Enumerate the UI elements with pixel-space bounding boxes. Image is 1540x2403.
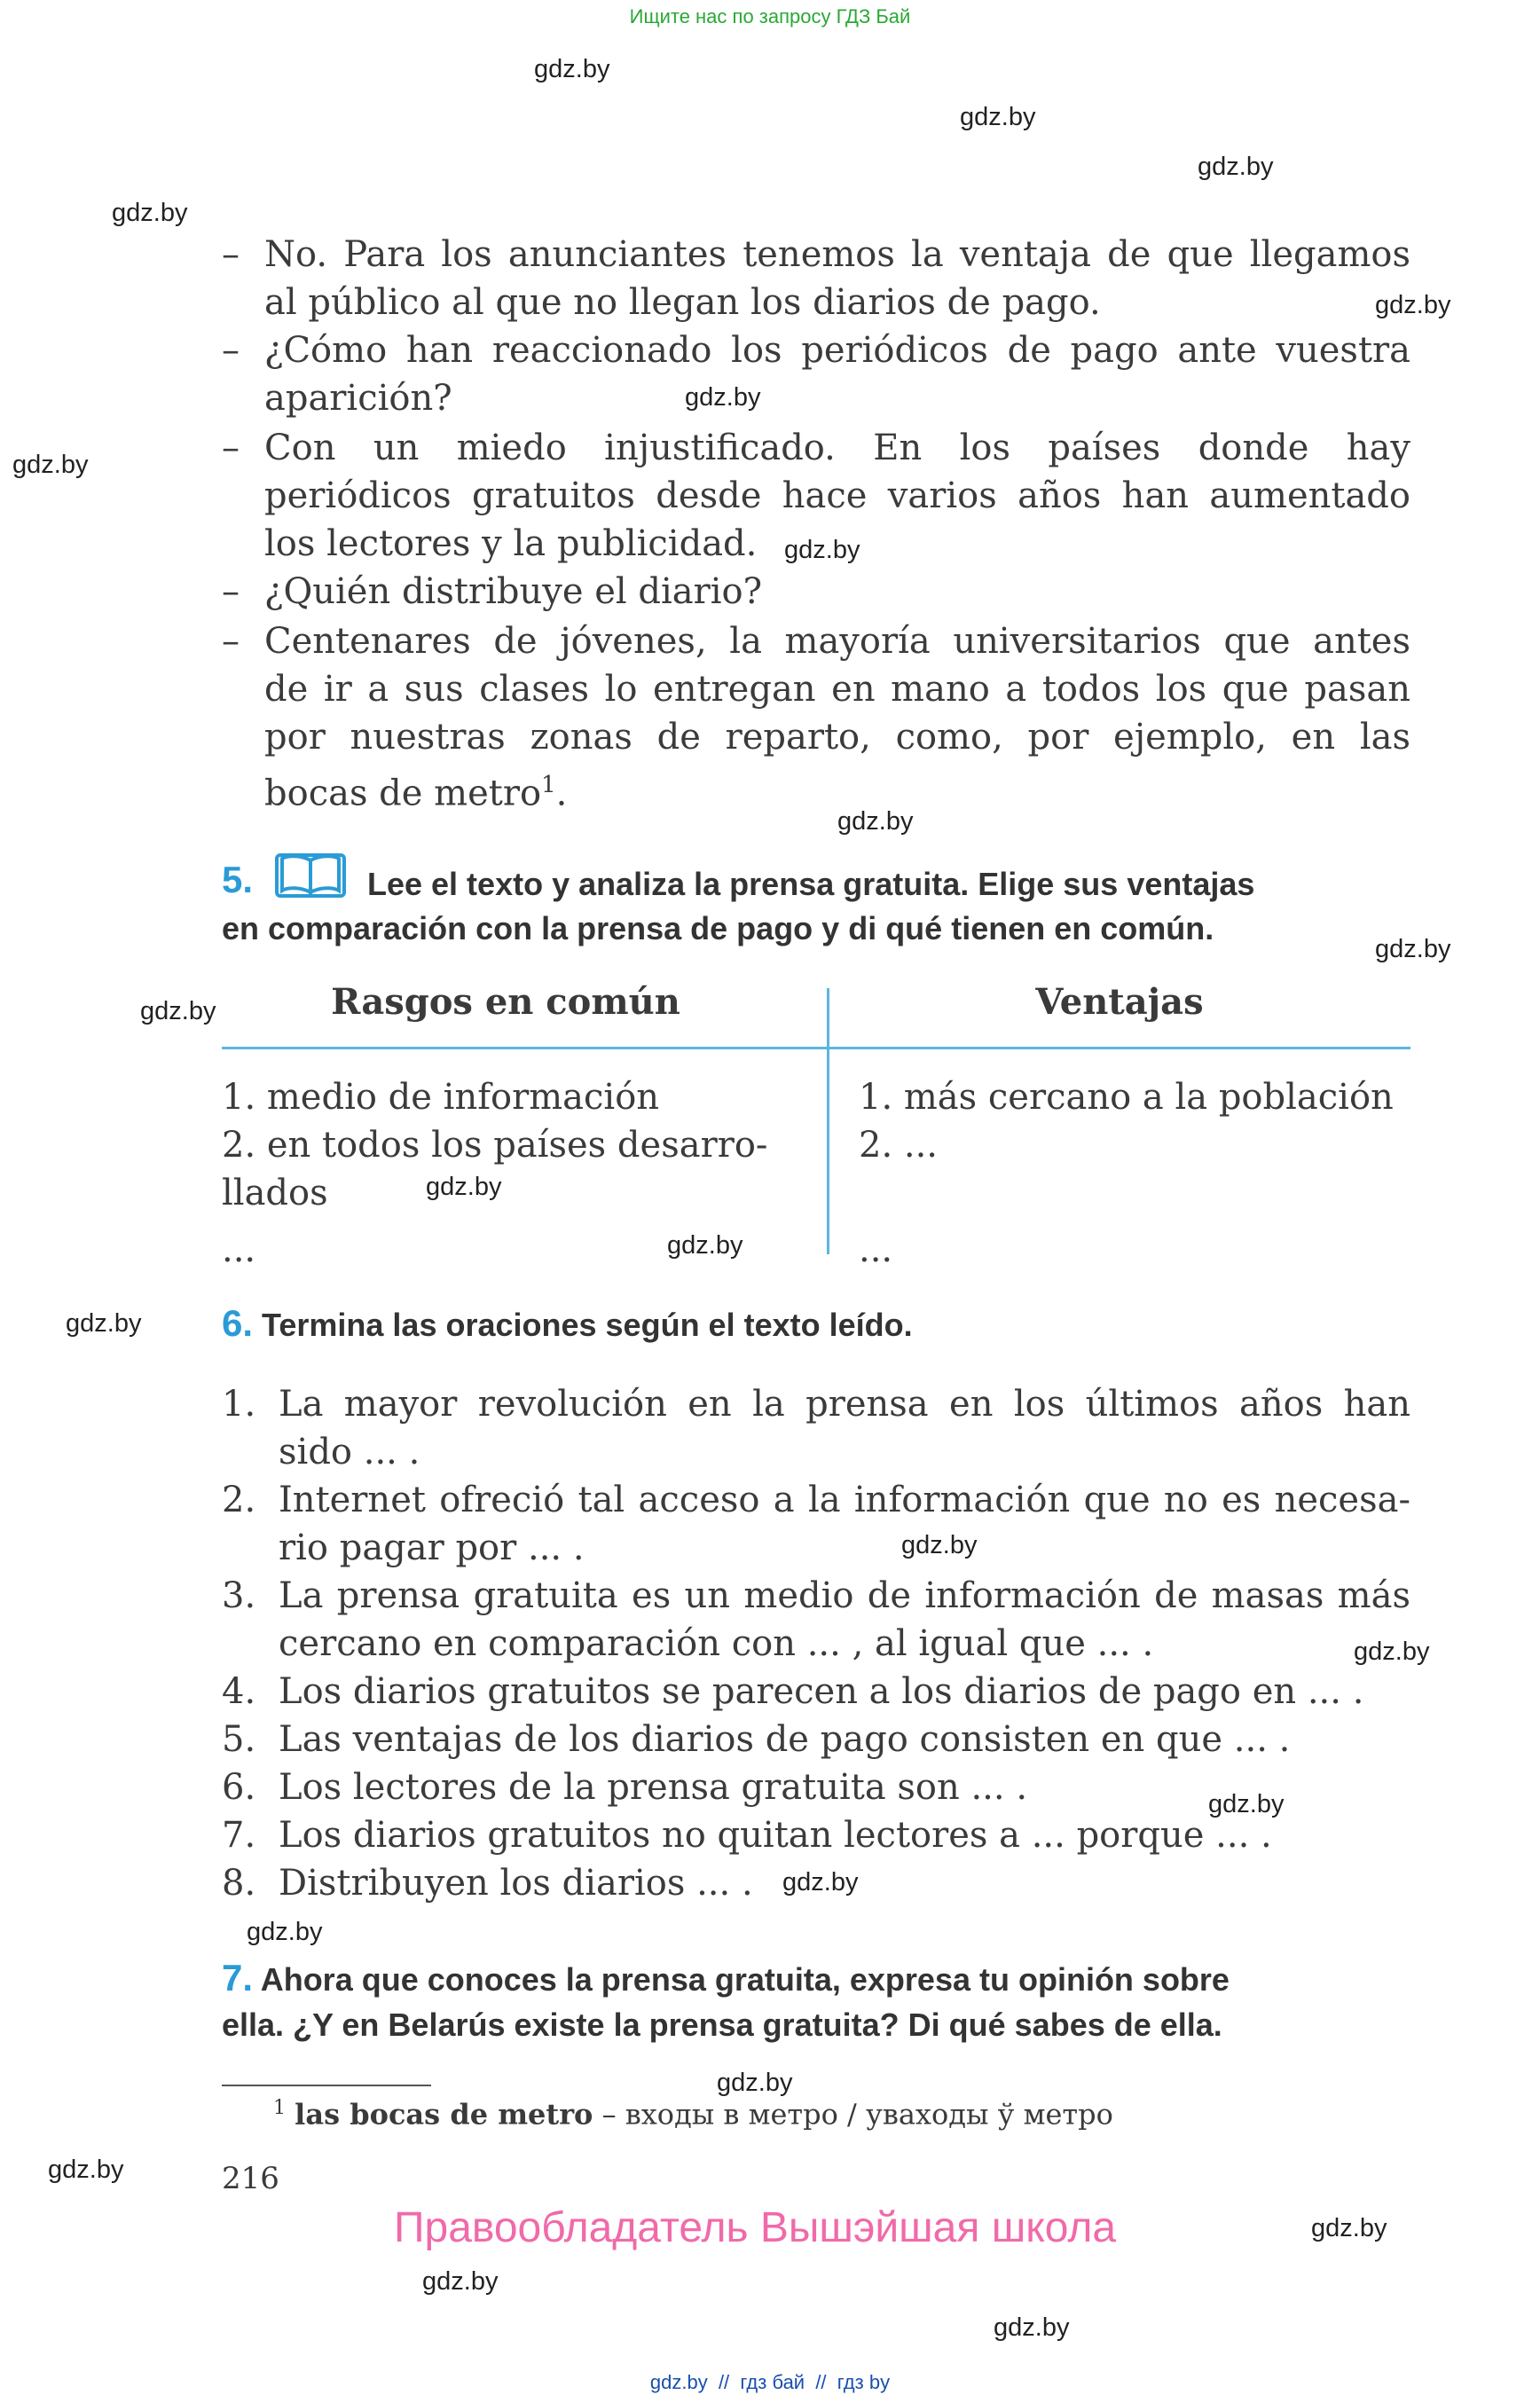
- watermark: gdz.by: [422, 2267, 499, 2296]
- task-7-line2: ella. ¿Y en Belarús existe la prensa gratuita? Di qué sabes de ella.: [222, 2006, 1222, 2043]
- item-number: 1.: [222, 1384, 256, 1425]
- watermark: gdz.by: [12, 451, 89, 479]
- watermark: gdz.by: [837, 807, 914, 836]
- footnote-term: las bocas de metro: [295, 2097, 593, 2132]
- item-line: Internet ofreció tal acceso a la información que no es necesa-: [279, 1480, 1410, 1520]
- bottom-links[interactable]: gdz.by // гдз бай // гдз by: [649, 2371, 891, 2393]
- task-text: Ahora que conoces la prensa gratuita, expresa tu opinión sobre: [260, 1961, 1230, 1998]
- item-line: rio pagar por ... .: [279, 1527, 585, 1568]
- table-cell: 1. medio de información: [222, 1077, 660, 1118]
- watermark: gdz.by: [1198, 153, 1274, 181]
- task-number: 7.: [222, 1957, 254, 1999]
- footnote-rule: [222, 2085, 431, 2086]
- task-5-line1: Lee el texto y analiza la prensa gratuita. Elige sus ventajas: [367, 866, 1255, 902]
- top-search-note: Ищите нас по запросу ГДЗ Бай: [629, 5, 911, 27]
- dialogue-line: Centenares de jóvenes, la mayoría universitarios que antes: [264, 621, 1410, 662]
- watermark: gdz.by: [782, 1868, 859, 1896]
- item-number: 4.: [222, 1671, 256, 1712]
- watermark: gdz.by: [426, 1173, 502, 1201]
- watermark: gdz.by: [1311, 2214, 1387, 2242]
- table-cell: 2. ...: [859, 1125, 939, 1166]
- task-7-line1: [222, 1957, 1230, 1999]
- item-line: Los diarios gratuitos se parecen a los diarios de pago en ... .: [279, 1671, 1364, 1712]
- dialogue-line: No. Para los anunciantes tenemos la ventaja de que llegamos: [264, 234, 1410, 275]
- watermark: gdz.by: [1375, 935, 1451, 963]
- dialogue-dash: –: [222, 234, 240, 275]
- table-header-advantages: Ventajas: [1035, 981, 1204, 1023]
- dialogue-line: aparición?: [264, 378, 452, 419]
- footnote-ref: 1: [541, 772, 556, 798]
- task-text: Termina las oraciones según el texto leído.: [262, 1307, 913, 1343]
- task-5-line2: en comparación con la prensa de pago y di qué tienen en común.: [222, 910, 1214, 946]
- table-header-common: Rasgos en común: [331, 981, 680, 1023]
- item-line: Distribuyen los diarios ... .: [279, 1863, 753, 1904]
- rights-holder: Правообладатель Вышэйшая школа: [394, 2204, 1117, 2251]
- table-cell: llados: [222, 1173, 328, 1213]
- dialogue-line: por nuestras zonas de reparto, como, por ejemplo, en las: [264, 717, 1410, 758]
- table-cell: ...: [222, 1229, 256, 1270]
- item-line: La mayor revolución en la prensa en los últimos años han: [279, 1384, 1410, 1425]
- page-number: 216: [222, 2161, 279, 2196]
- dialogue-dash: –: [222, 330, 240, 371]
- footnote-definition: – входы в метро / уваходы ў метро: [593, 2097, 1113, 2132]
- dialogue-dash: –: [222, 571, 240, 612]
- table-cell: ...: [859, 1229, 893, 1270]
- dialogue-line: ¿Cómo han reaccionado los periódicos de pago ante vuestra: [264, 330, 1410, 371]
- item-line: La prensa gratuita es un medio de información de masas más: [279, 1575, 1410, 1616]
- item-number: 2.: [222, 1480, 256, 1520]
- dialogue-line-last: bocas de metro$^1$.: [264, 772, 568, 814]
- task-6-heading: [222, 1302, 913, 1345]
- table-cell: 2. en todos los países desarro-: [222, 1125, 768, 1166]
- task-5-heading: [222, 859, 253, 901]
- watermark: gdz.by: [1208, 1790, 1285, 1818]
- watermark: gdz.by: [112, 199, 188, 227]
- watermark: gdz.by: [1375, 291, 1451, 319]
- task-number: 5.: [222, 859, 254, 900]
- watermark: gdz.by: [960, 103, 1036, 131]
- watermark: gdz.by: [717, 2069, 793, 2097]
- dialogue-line: ¿Quién distribuye el diario?: [264, 571, 763, 612]
- item-number: 5.: [222, 1719, 256, 1760]
- dialogue-line: Con un miedo injustificado. En los países donde hay: [264, 428, 1410, 468]
- watermark: gdz.by: [1354, 1637, 1430, 1666]
- watermark: gdz.by: [140, 997, 216, 1025]
- watermark: gdz.by: [247, 1918, 323, 1946]
- table-column-divider: [827, 988, 829, 1254]
- item-line: Las ventajas de los diarios de pago consisten en que ... .: [279, 1719, 1291, 1760]
- table-cell: 1. más cercano a la población: [859, 1077, 1394, 1118]
- watermark: gdz.by: [667, 1231, 743, 1260]
- watermark: gdz.by: [685, 383, 761, 412]
- watermark: gdz.by: [48, 2156, 124, 2184]
- watermark: gdz.by: [901, 1531, 978, 1559]
- footnote-mark: 1: [273, 2097, 286, 2119]
- item-line: sido ... .: [279, 1432, 420, 1472]
- task-number: 6.: [222, 1302, 254, 1344]
- dialogue-line: de ir a sus clases lo entregan en mano a todos los que pasan: [264, 669, 1410, 710]
- item-number: 7.: [222, 1815, 256, 1856]
- dialogue-line-text: bocas de metro: [264, 773, 542, 814]
- dialogue-line: los lectores y la publicidad.: [264, 523, 758, 564]
- item-number: 6.: [222, 1767, 256, 1808]
- dialogue-dash: –: [222, 621, 240, 662]
- footnote: [273, 2097, 1113, 2132]
- dialogue-dash: –: [222, 428, 240, 468]
- table-header-rule: [222, 1047, 1410, 1049]
- dialogue-line: al público al que no llegan los diarios de pago.: [264, 282, 1101, 323]
- watermark: gdz.by: [66, 1309, 142, 1338]
- item-number: 3.: [222, 1575, 256, 1616]
- item-line: Los diarios gratuitos no quitan lectores a ... porque ... .: [279, 1815, 1272, 1856]
- watermark: gdz.by: [784, 536, 860, 564]
- item-line: cercano en comparación con ... , al igual que ... .: [279, 1623, 1154, 1664]
- item-number: 8.: [222, 1863, 256, 1904]
- book-icon: [275, 852, 346, 905]
- dialogue-line: periódicos gratuitos desde hace varios años han aumentado: [264, 475, 1410, 516]
- watermark: gdz.by: [994, 2313, 1070, 2342]
- watermark: gdz.by: [534, 55, 610, 83]
- item-line: Los lectores de la prensa gratuita son ... .: [279, 1767, 1028, 1808]
